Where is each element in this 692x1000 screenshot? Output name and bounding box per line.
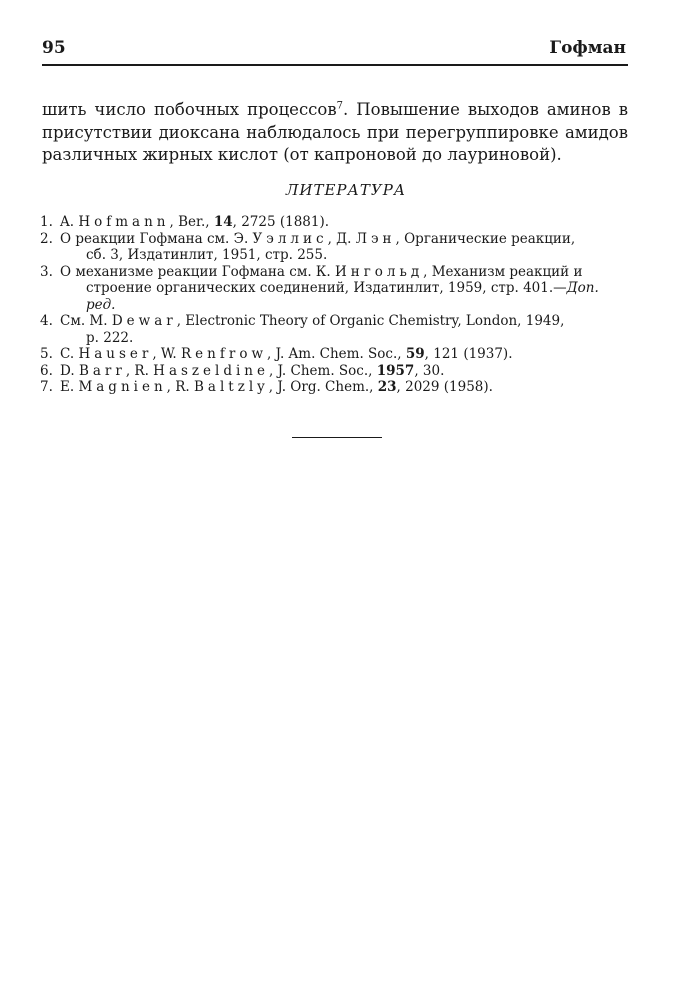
ref-text: , W.: [152, 346, 182, 362]
reference-line: [60, 313, 564, 329]
ref-text: сб. 3, Издатинлит, 1951, стр. 255.: [86, 247, 328, 263]
ref-text: C.: [60, 346, 79, 362]
reference-line-continued: [60, 297, 632, 314]
ref-author: Renfrow: [181, 346, 267, 362]
reference-item: [40, 363, 632, 380]
ref-volume: 23: [377, 379, 397, 395]
body-text-part-2: . Повышение выходов аминов в присутствии диоксана наблюдалось при перегруппировке амидов различных жирных кислот (от капроновой до лауриновой).: [42, 100, 628, 164]
ref-text: O реакции Гофмана см. Э.: [60, 230, 253, 247]
reference-item: [40, 379, 632, 396]
footnote-ref: 7: [336, 100, 344, 112]
ref-text: , 30.: [414, 362, 445, 379]
ref-author: Dewar: [111, 313, 177, 329]
ref-text: , Electronic Theory of Organic Chemistry, London, 1949,: [176, 313, 565, 329]
reference-item: [40, 231, 632, 264]
ref-author: Haszeldine: [153, 362, 269, 379]
reference-item: [40, 264, 632, 314]
reference-number: 7.: [40, 379, 53, 395]
ref-text: См. M.: [60, 313, 112, 329]
ref-note: Доп.: [566, 280, 599, 296]
page-number: 95: [42, 38, 66, 58]
reference-body: [60, 313, 632, 346]
running-head: Гофман: [549, 38, 626, 58]
ref-volume: 59: [405, 346, 425, 362]
reference-number: 5.: [40, 346, 53, 362]
ref-text: , R.: [125, 362, 154, 379]
ref-volume: 14: [213, 214, 233, 230]
ref-text: , R.: [166, 379, 194, 395]
reference-body: [60, 264, 632, 314]
ref-author: Baltzly: [194, 379, 269, 395]
ref-text: , Ber.,: [169, 214, 214, 230]
ref-text: , Д.: [327, 230, 356, 247]
body-text-part-1: шить число побочных процессов: [42, 100, 337, 119]
end-rule: [292, 437, 382, 438]
ref-text: , 2029 (1958).: [396, 379, 493, 395]
reference-line: [60, 379, 493, 395]
reference-body: [60, 346, 632, 363]
reference-line: [60, 363, 444, 379]
reference-item: [40, 313, 632, 346]
reference-body: [60, 379, 632, 396]
ref-text: строение органических соединений, Издатинлит, 1959, стр. 401.—: [86, 280, 567, 296]
page-header: [42, 38, 626, 62]
ref-author: Hofmann: [78, 214, 170, 230]
reference-list: [40, 214, 632, 396]
reference-line: [60, 264, 582, 280]
reference-number: 6.: [40, 362, 53, 379]
reference-number: 3.: [40, 263, 53, 280]
reference-number: 1.: [40, 214, 53, 230]
ref-text: , 2725 (1881).: [232, 214, 330, 230]
ref-author: Лэн: [355, 230, 396, 247]
ref-text: , J. Chem. Soc.,: [268, 362, 377, 379]
ref-text: A.: [60, 214, 79, 230]
reference-body: [60, 231, 632, 264]
ref-text: , J. Org. Chem.,: [268, 379, 378, 395]
ref-text: p. 222.: [86, 329, 134, 346]
reference-line-continued: [60, 247, 632, 264]
ref-note: ред.: [86, 296, 116, 313]
ref-text: , J. Am. Chem. Soc.,: [267, 346, 406, 362]
reference-line: [60, 346, 513, 362]
reference-line: [60, 231, 575, 247]
reference-body: [60, 214, 632, 231]
reference-line-continued: [60, 330, 632, 347]
ref-text: , 121 (1937).: [424, 346, 513, 362]
reference-body: [60, 363, 632, 380]
reference-line: [60, 214, 329, 230]
reference-item: [40, 214, 632, 231]
ref-author: Magnien: [78, 379, 167, 395]
ref-author: Ингольд: [334, 263, 424, 280]
reference-number: 4.: [40, 313, 53, 329]
ref-text: , Механизм реакций и: [423, 263, 583, 280]
ref-text: E.: [60, 379, 79, 395]
literature-heading: ЛИТЕРАТУРА: [285, 181, 407, 199]
header-rule: [42, 64, 628, 66]
body-paragraph: [42, 99, 628, 167]
ref-volume: 1957: [376, 362, 415, 379]
ref-text: O механизме реакции Гофмана см. К.: [60, 263, 335, 280]
ref-author: Hauser: [78, 346, 153, 362]
reference-item: [40, 346, 632, 363]
ref-author: Barr: [78, 362, 126, 379]
reference-line-continued: [60, 280, 632, 297]
reference-number: 2.: [40, 230, 53, 247]
ref-text: , Органические реакции,: [395, 230, 576, 247]
ref-author: Уэллис: [252, 230, 328, 247]
ref-text: D.: [60, 362, 79, 379]
